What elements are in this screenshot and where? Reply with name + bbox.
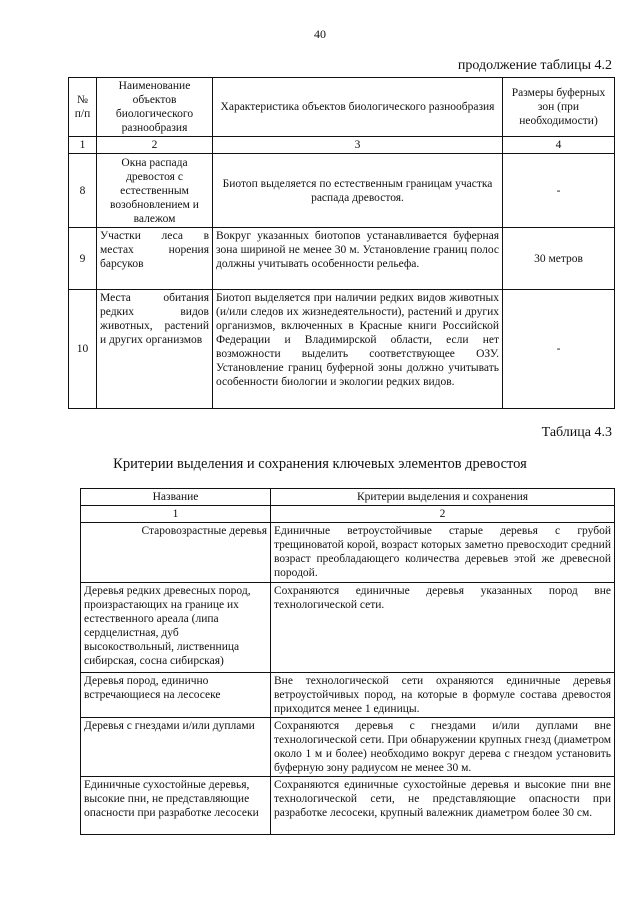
- column-number: 2: [271, 506, 615, 523]
- row-criteria: Сохраняются единичные сухостойные деревья и высокие пни вне технологической сети, не представляющие опасности при разработке лесосеки, крупный валежник диаметром более 30 см.: [271, 777, 615, 835]
- row-name: Единичные сухостойные деревья, высокие пни, не представляющие опасности при разработке лесосеки: [81, 777, 271, 835]
- row-name: Деревья с гнездами и/или дуплами: [81, 718, 271, 777]
- table-4-3-title: Критерии выделения и сохранения ключевых элементов древостоя: [113, 456, 527, 472]
- row-criteria: Сохраняются единичные деревья указанных пород вне технологической сети.: [271, 583, 615, 673]
- column-number: 1: [81, 506, 271, 523]
- row-name: Старовозрастные деревья: [81, 523, 271, 583]
- column-number: 4: [503, 137, 615, 154]
- row-num: 8: [69, 154, 97, 228]
- row-name: Деревья редких древесных пород, произрастающих на границе их естественного ареала (липа сердцелистная, дуб высокоствольный, лиственница сибирская, сосна сибирская): [81, 583, 271, 673]
- row-buffer: 30 метров: [503, 228, 615, 290]
- row-description: Биотоп выделяется при наличии редких видов животных (и/или следов их жизнедеятельности), растений и других организмов, включенных в Красные книги Российской Федерации и Владимирской области, если нет возможности выделить соответствующее ОЗУ. Установление границ буферной зоны должно учитывать особенности биологии и экологии редких видов.: [213, 290, 503, 409]
- continuation-label: продолжение таблицы 4.2: [457, 58, 612, 73]
- row-name: Окна распада древостоя с естественным возобновлением и валежом: [97, 154, 213, 228]
- table-header-row: [81, 489, 615, 506]
- table-header-row: [69, 78, 615, 137]
- header-name: Название: [81, 489, 271, 506]
- table-4-3-label: Таблица 4.3: [541, 425, 612, 440]
- page-number: 40: [314, 27, 326, 41]
- table-4-2: [68, 77, 615, 409]
- column-number: 1: [69, 137, 97, 154]
- table-row: [81, 777, 615, 835]
- header-buffer: Размеры буферных зон (при необходимости): [503, 78, 615, 137]
- row-buffer: -: [503, 290, 615, 409]
- row-num: 9: [69, 228, 97, 290]
- table-row: [81, 523, 615, 583]
- column-number: 3: [213, 137, 503, 154]
- header-num: № п/п: [69, 78, 97, 137]
- header-description: Характеристика объектов биологического разнообразия: [213, 78, 503, 137]
- column-number: 2: [97, 137, 213, 154]
- row-num: 10: [69, 290, 97, 409]
- table-row: [81, 718, 615, 777]
- table-row: [69, 290, 615, 409]
- row-criteria: Единичные ветроустойчивые старые деревья с грубой трещиноватой корой, возраст которых заметно превосходит средний возраст преобладающего количества деревьев этой же древесной породой.: [271, 523, 615, 583]
- header-criteria: Критерии выделения и сохранения: [271, 489, 615, 506]
- row-name: Участки леса в местах норения барсуков: [97, 228, 213, 290]
- row-name: Места обитания редких видов животных, растений и других организмов: [97, 290, 213, 409]
- column-numbers-row: [81, 506, 615, 523]
- row-description: Биотоп выделяется по естественным границам участка распада древостоя.: [213, 154, 503, 228]
- table-row: [69, 228, 615, 290]
- row-criteria: Вне технологической сети охраняются единичные деревья ветроустойчивых пород, на которые в формуле состава древостоя приходится менее 1 единицы.: [271, 673, 615, 718]
- table-row: [81, 673, 615, 718]
- column-numbers-row: [69, 137, 615, 154]
- row-name: Деревья пород, единично встречающиеся на лесосеке: [81, 673, 271, 718]
- row-description: Вокруг указанных биотопов устанавливается буферная зона шириной не менее 30 м. Установление границ полос должны учитывать особенности рельефа.: [213, 228, 503, 290]
- header-name: Наименование объектов биологического разнообразия: [97, 78, 213, 137]
- table-4-3: [80, 488, 615, 835]
- row-criteria: Сохраняются деревья с гнездами и/или дуплами вне технологической сети. При обнаружении крупных гнезд (диаметром около 1 м и более) необходимо вокруг дерева с гнездом установить буферную зону радиусом не менее 30 м.: [271, 718, 615, 777]
- row-buffer: -: [503, 154, 615, 228]
- table-row: [81, 583, 615, 673]
- table-row: [69, 154, 615, 228]
